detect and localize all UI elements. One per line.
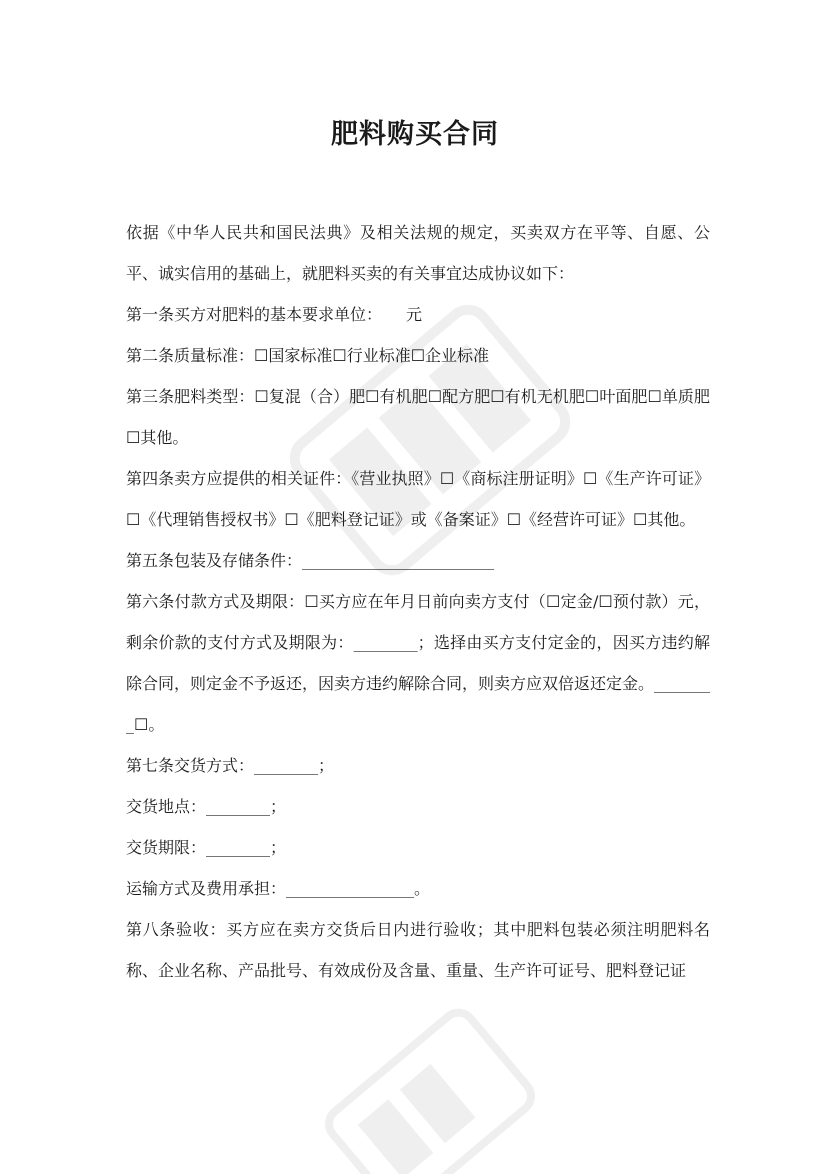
article-2-quality-standard: 第二条质量标准：☐国家标准☐行业标准☐企业标准 — [126, 346, 490, 365]
article-6-payment-terms: 第六条付款方式及期限：☐买方应在年月日前向卖方支付（☐定金/☐预付款）元，剩余价款的支付方式及期限为：________；选择由买方支付定金的，因买方违约解除合同，则定金不予返还，因卖方违约解除合同，则卖方应双倍返还定金。________☐。 — [126, 592, 711, 734]
article-1-unit-price: 第一条买方对肥料的基本要求单位： 元 — [126, 305, 423, 324]
delivery-deadline: 交货期限：________； — [126, 838, 287, 857]
article-4-certificates: 第四条卖方应提供的相关证件：《营业执照》☐《商标注册证明》☐《生产许可证》☐《代理销售授权书》☐《肥料登记证》或《备案证》☐《经营许可证》☐其他。 — [126, 469, 710, 529]
delivery-location: 交货地点：________； — [126, 797, 287, 816]
article-8-inspection: 第八条验收：买方应在卖方交货后日内进行验收；其中肥料包装必须注明肥料名称、企业名称、产品批号、有效成份及含量、重量、生产许可证号、肥料登记证 — [126, 920, 710, 980]
article-7-delivery-method: 第七条交货方式：________； — [126, 756, 335, 775]
article-3-fertilizer-type: 第三条肥料类型：☐复混（合）肥☐有机肥☐配方肥☐有机无机肥☐叶面肥☐单质肥☐其他。 — [126, 387, 710, 447]
article-5-packaging-storage: 第五条包装及存储条件：________________________ — [126, 551, 495, 570]
document-body — [126, 212, 710, 991]
document-title: 肥料购买合同 — [331, 119, 499, 150]
preamble-paragraph: 依据《中华人民共和国民法典》及相关法规的规定，买卖双方在平等、自愿、公平、诚实信用的基础上，就肥料买卖的有关事宜达成协议如下： — [126, 223, 710, 283]
transport-cost: 运输方式及费用承担：________________。 — [126, 879, 431, 898]
watermark-stamp-icon — [308, 992, 551, 1174]
